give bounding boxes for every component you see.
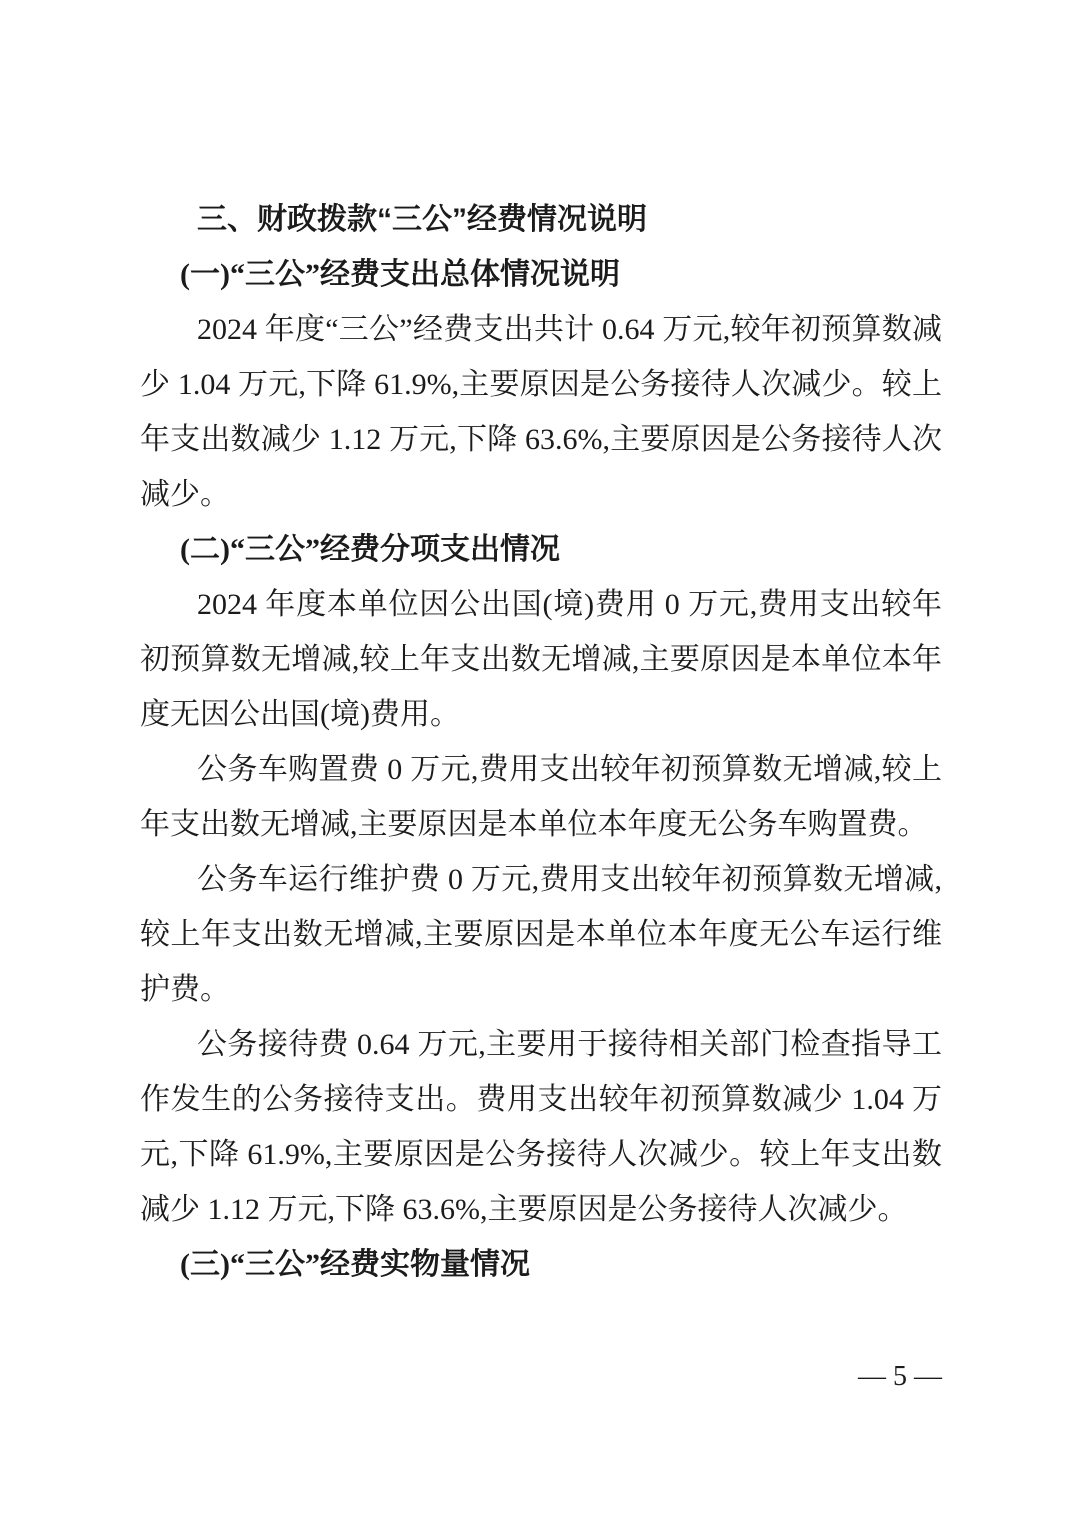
paragraph-official-reception: 公务接待费 0.64 万元,主要用于接待相关部门检查指导工作发生的公务接待支出。费用支出较年初预算数减少 1.04 万元,下降 61.9%,主要原因是公务接待人次减少。较上年支出数减少 1.12 万元,下降 63.6%,主要原因是公务接待人次减少。 (140, 1028, 942, 1226)
paragraph-vehicle-purchase: 公务车购置费 0 万元,费用支出较年初预算数无增减,较上年支出数无增减,主要原因是本单位本年度无公务车购置费。 (140, 753, 942, 841)
paragraph-overall-expense: 2024 年度“三公”经费支出共计 0.64 万元,较年初预算数减少 1.04 万元,下降 61.9%,主要原因是公务接待人次减少。较上年支出数减少 1.12 万元,下降 63.6%,主要原因是公务接待人次减少。 (140, 313, 942, 511)
page-number: — 5 — (858, 1361, 942, 1392)
subsection-heading-1: (一)“三公”经费支出总体情况说明 (180, 258, 620, 291)
paragraph-overseas-travel: 2024 年度本单位因公出国(境)费用 0 万元,费用支出较年初预算数无增减,较上年支出数无增减,主要原因是本单位本年度无因公出国(境)费用。 (140, 588, 942, 731)
document-title (140, 192, 942, 247)
paragraph-vehicle-maintenance: 公务车运行维护费 0 万元,费用支出较年初预算数无增减,较上年支出数无增减,主要原因是本单位本年度无公车运行维护费。 (140, 863, 942, 1006)
subsection-heading-3: (三)“三公”经费实物量情况 (180, 1248, 530, 1281)
document-title-text: 三、财政拨款“三公”经费情况说明 (197, 203, 647, 236)
subsection-heading-2: (二)“三公”经费分项支出情况 (180, 533, 560, 566)
